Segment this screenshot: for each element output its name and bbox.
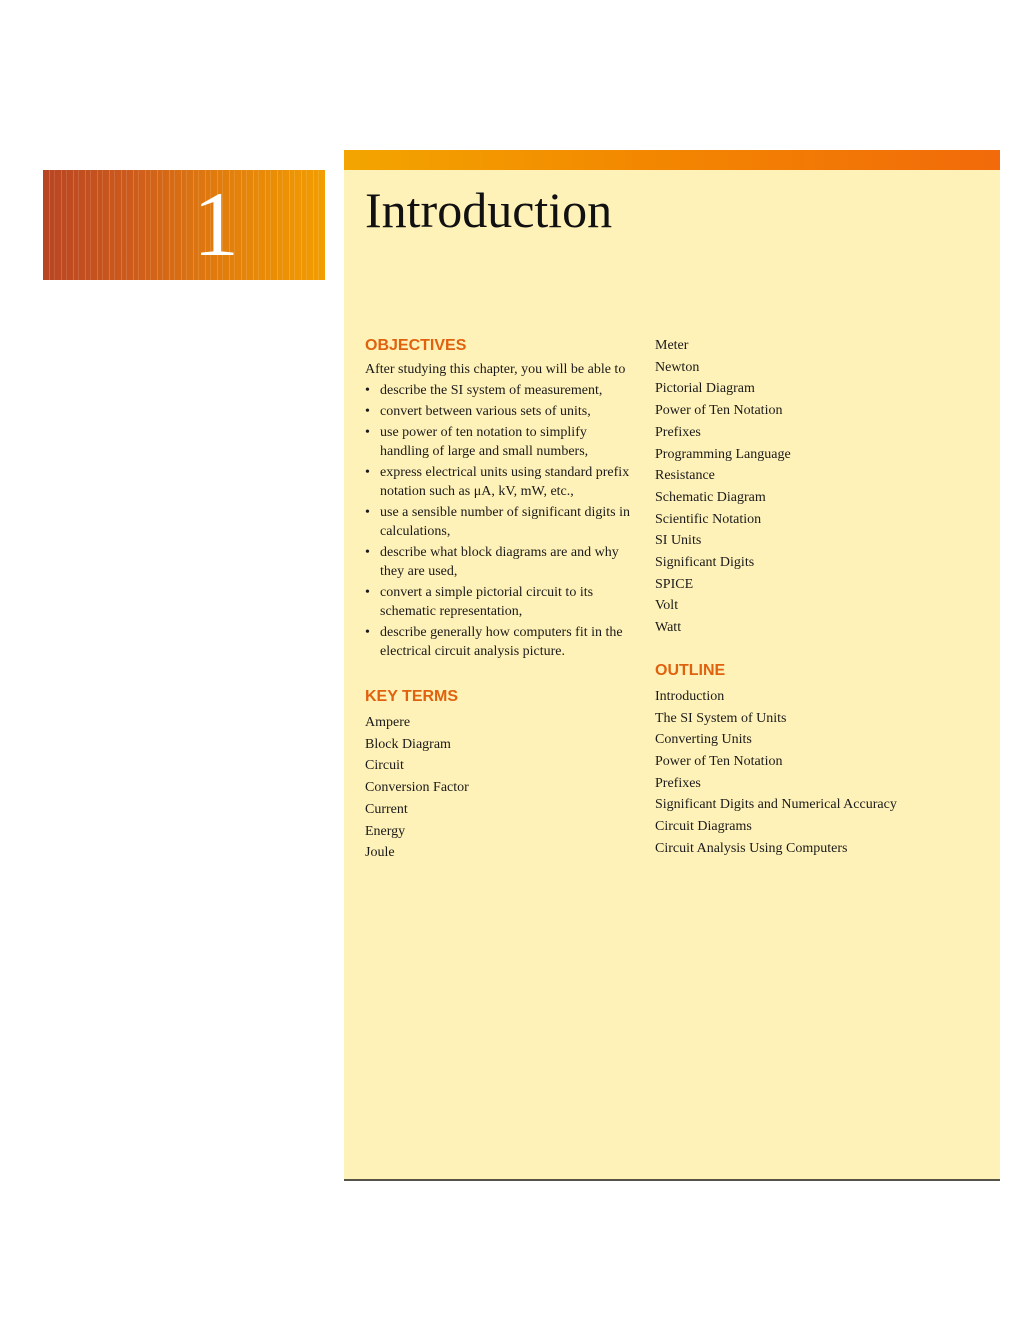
chapter-title: Introduction [365, 182, 613, 238]
objective-item: • use power of ten notation to simplify handling of large and small numbers, [365, 425, 589, 459]
outline-item: Power of Ten Notation [655, 753, 783, 769]
bullet-icon: • [365, 425, 370, 440]
key-term: SPICE [655, 576, 694, 592]
bullet-icon: • [365, 625, 370, 640]
objectives-heading: OBJECTIVES [365, 337, 467, 354]
key-term: Meter [655, 338, 689, 353]
bullet-icon: • [365, 383, 370, 398]
objective-item: • convert a simple pictorial circuit to its schematic representation, [365, 585, 594, 619]
objective-item: • describe the SI system of measurement, [365, 383, 603, 398]
key-term: Ampere [365, 715, 411, 730]
objective-item: • describe what block diagrams are and why they are used, [365, 545, 619, 579]
bullet-icon: • [365, 505, 370, 520]
outline-item: Circuit Diagrams [655, 819, 752, 835]
key-terms-list [365, 712, 630, 864]
outline-item: Significant Digits and Numerical Accuracy [655, 797, 897, 813]
key-term: Conversion Factor [365, 780, 469, 796]
key-term: Scientific Notation [655, 511, 762, 527]
key-term: Pictorial Diagram [655, 381, 755, 397]
outline-list [655, 686, 985, 860]
chapter-opener-panel [344, 150, 1000, 1180]
key-term: Programming Language [655, 446, 791, 462]
bottom-rule [344, 1179, 1000, 1181]
key-term: Volt [655, 598, 679, 614]
key-terms-heading: KEY TERMS [365, 688, 459, 705]
objectives-list [365, 381, 630, 661]
bullet-icon: • [365, 465, 370, 480]
key-term: Current [365, 801, 408, 817]
outline-item: Introduction [655, 688, 725, 704]
key-term: Block Diagram [365, 736, 451, 752]
bullet-icon: • [365, 585, 370, 600]
key-term: Prefixes [655, 424, 701, 440]
key-term: Watt [655, 620, 682, 636]
objective-item: • use a sensible number of significant digits in calculations, [365, 505, 631, 539]
key-term: Newton [655, 359, 700, 375]
key-terms-list-continued [655, 335, 985, 639]
bullet-icon: • [365, 545, 370, 560]
chapter-number-tab [43, 170, 325, 280]
key-term: Circuit [365, 758, 404, 774]
key-term: Significant Digits [655, 555, 755, 571]
key-term: Joule [365, 845, 395, 861]
objective-item: • express electrical units using standard prefix notation such as μA, kV, mW, etc., [365, 465, 630, 499]
panel-header-bar [344, 150, 1000, 170]
bullet-icon: • [365, 404, 370, 419]
outline-item: The SI System of Units [655, 710, 787, 726]
left-column [365, 336, 630, 864]
objectives-intro: After studying this chapter, you will be able to [365, 362, 626, 377]
outline-heading: OUTLINE [655, 661, 726, 679]
right-column [655, 335, 985, 859]
outline-item: Prefixes [655, 775, 701, 791]
objective-item: • describe generally how computers fit in the electrical circuit analysis picture. [365, 625, 623, 659]
key-term: Resistance [655, 468, 715, 484]
outline-item: Circuit Analysis Using Computers [655, 840, 848, 856]
outline-item: Converting Units [655, 732, 752, 748]
key-term: Energy [365, 823, 406, 839]
key-term: Schematic Diagram [655, 489, 766, 505]
key-term: Power of Ten Notation [655, 403, 783, 419]
objective-item: • convert between various sets of units, [365, 404, 591, 419]
chapter-number: 1 [193, 173, 239, 275]
key-term: SI Units [655, 533, 702, 549]
